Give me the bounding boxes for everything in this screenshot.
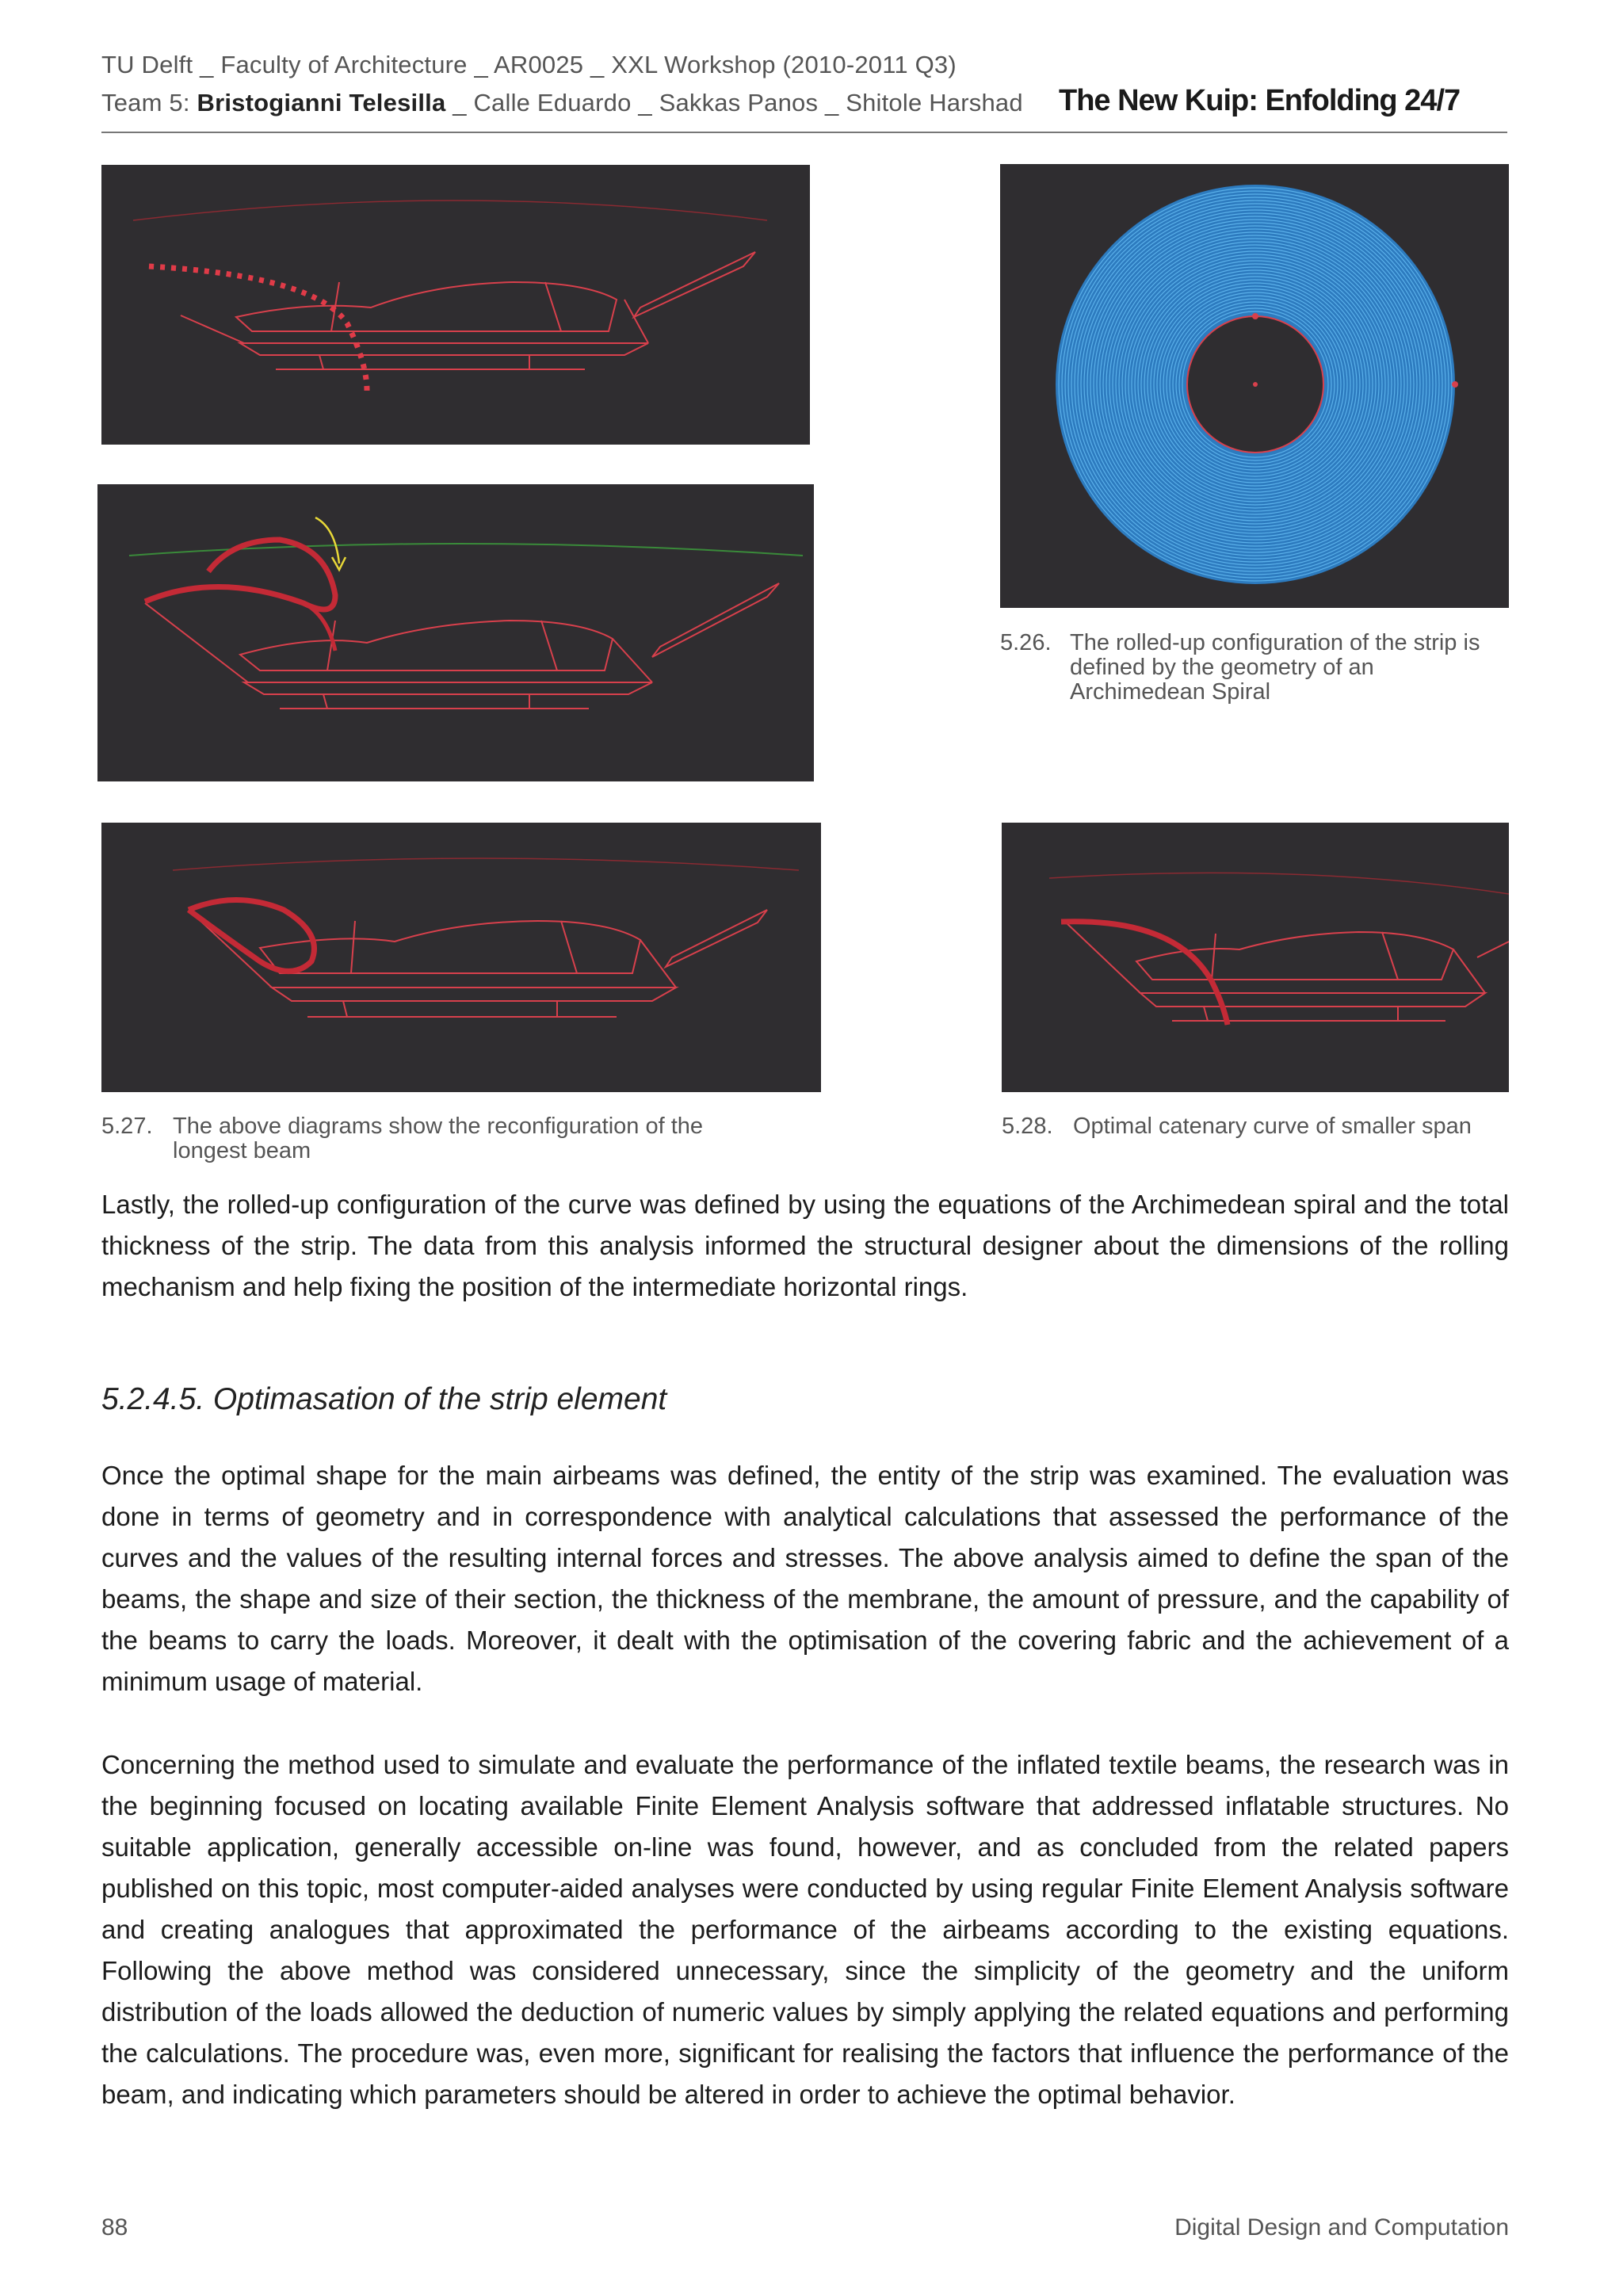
caption-fig-5-27 (101, 1114, 815, 1170)
caption-text: Optimal catenary curve of smaller span (1073, 1114, 1472, 1139)
body-paragraph-method: Concerning the method used to simulate and evaluate the performance of the inflated textile beams, the research was in the beginning focused on locating available Finite Element Analysis software that addressed inflatable structures. No suitable application, generally accessible on-line was found, however, and as concluded from the related papers published on this topic, most computer-aided analyses were conducted by using regular Finite Element Analysis software and creating analogues that approximated the performance of the airbeams according to the existing equations. Following the above method was considered unnecessary, since the simplicity of the geometry and the uniform distribution of the loads allowed the deduction of numeric values by simply applying the related equations and performing the calculations. The procedure was, even more, significant for realising the factors that influence the performance of the beam, and indicating which parameters should be altered in order to achieve the optimal behavior. (101, 1750, 1509, 2109)
caption-text: The above diagrams show the reconfiguration of the longest beam (173, 1114, 704, 1163)
header-team-lead: Bristogianni Telesilla (197, 89, 446, 117)
caption-number: 5.28. (1002, 1114, 1053, 1139)
body-paragraph-rolled-up: Lastly, the rolled-up configuration of the curve was defined by using the equations of the Archimedean spiral and the total thickness of the strip. The data from this analysis informed the structural designer about the dimensions of the rolling mechanism and help fixing the position of the intermediate horizontal rings. (101, 1190, 1509, 1301)
header-project-title: The New Kuip: Enfolding 24/7 (1059, 84, 1461, 117)
caption-number: 5.27. (101, 1114, 153, 1139)
header-team-line (101, 89, 1023, 117)
render-archimedean-spiral (1000, 164, 1509, 608)
page-number: 88 (101, 2214, 128, 2241)
caption-text: The rolled-up configuration of the strip is defined by the geometry of an Archimedean Spiral (1070, 630, 1480, 705)
render-beam-rollup-step-3 (101, 823, 821, 1092)
caption-number: 5.26. (1000, 630, 1052, 655)
caption-fig-5-26 (1000, 631, 1507, 710)
header-rule (101, 132, 1507, 133)
render-beam-rollup-step-2 (97, 484, 814, 781)
footer-section-name: Digital Design and Computation (1174, 2214, 1509, 2241)
header-course-line: TU Delft _ Faculty of Architecture _ AR0025 _ XXL Workshop (2010-2011 Q3) (101, 51, 957, 78)
render-catenary-smaller-span (1002, 823, 1509, 1092)
section-heading: 5.2.4.5. Optimasation of the strip element (101, 1382, 667, 1416)
caption-fig-5-28 (1002, 1114, 1509, 1146)
header-team-members: _ Calle Eduardo _ Sakkas Panos _ Shitole Harshad (445, 89, 1023, 117)
body-paragraph-strip-evaluation: Once the optimal shape for the main airbeams was defined, the entity of the strip was examined. The evaluation was done in terms of geometry and in correspondence with analytical calculations that assessed the performance of the curves and the values of the resulting internal forces and stresses. The above analysis aimed to define the span of the beams, the shape and size of their section, the thickness of the membrane, the amount of pressure, and the capability of the beams to carry the loads. Moreover, it dealt with the optimisation of the covering fabric and the achievement of a minimum usage of material. (101, 1461, 1509, 1696)
header-team-prefix: Team 5: (101, 89, 197, 117)
render-beam-rollup-step-1 (101, 165, 810, 445)
